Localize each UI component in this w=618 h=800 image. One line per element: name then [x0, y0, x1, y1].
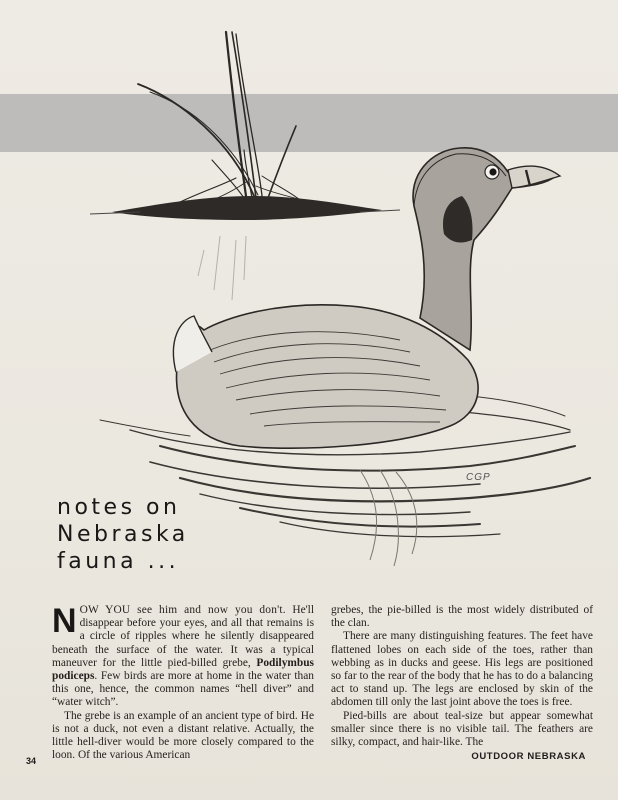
magazine-title: OUTDOOR NEBRASKA	[471, 751, 586, 762]
paragraph-1	[52, 604, 314, 710]
page-number: 34	[26, 756, 37, 766]
drop-cap: N	[52, 602, 77, 640]
paragraph-1-text-b: . Few birds are more at home in the water than this one, hence, the common names “hell diver” and “water witch”.	[52, 670, 314, 709]
paragraph-1-text-a: He'll disappear before your eyes, and all that remains is a circle of ripples where he silently disappeared beneath the surface of the water. It was a typical maneuver for the little pied-billed grebe,	[52, 604, 315, 669]
article-column-right	[331, 604, 593, 749]
paragraph-4: Pied-bills are about teal-size but appear somewhat smaller since there is no visible tail. The feathers are silky, compact, and hair-like. The	[331, 709, 593, 749]
heading-line-3: fauna ...	[57, 549, 180, 574]
scientific-name: Podilymbus podiceps	[52, 656, 314, 683]
paragraph-3: There are many distinguishing features. The feet have flattened lobes on each side of the toes, rather than webbing as in ducks and geese. His legs are positioned so far to the rear of the body that he has to do a balancing act to stand up. The legs are enclosed by skin of the abdomen till only the last joint above the toes is free.	[331, 630, 593, 709]
paragraph-1-lead: OW YOU see him and now you don't.	[79, 604, 286, 616]
heading-line-2: Nebraska	[57, 522, 189, 547]
artist-signature: CGP	[466, 472, 491, 483]
heading-line-1: notes on	[57, 495, 181, 520]
paragraph-2-continued: grebes, the pie-billed is the most widely distributed of the clan.	[331, 604, 593, 630]
article-heading	[57, 494, 189, 575]
article-column-left	[52, 604, 314, 762]
paragraph-2: The grebe is an example of an ancient type of bird. He is not a duck, not even a distant relative. Actually, the little hell-diver would be more closely compared to the loon. Of the various American	[52, 709, 314, 762]
